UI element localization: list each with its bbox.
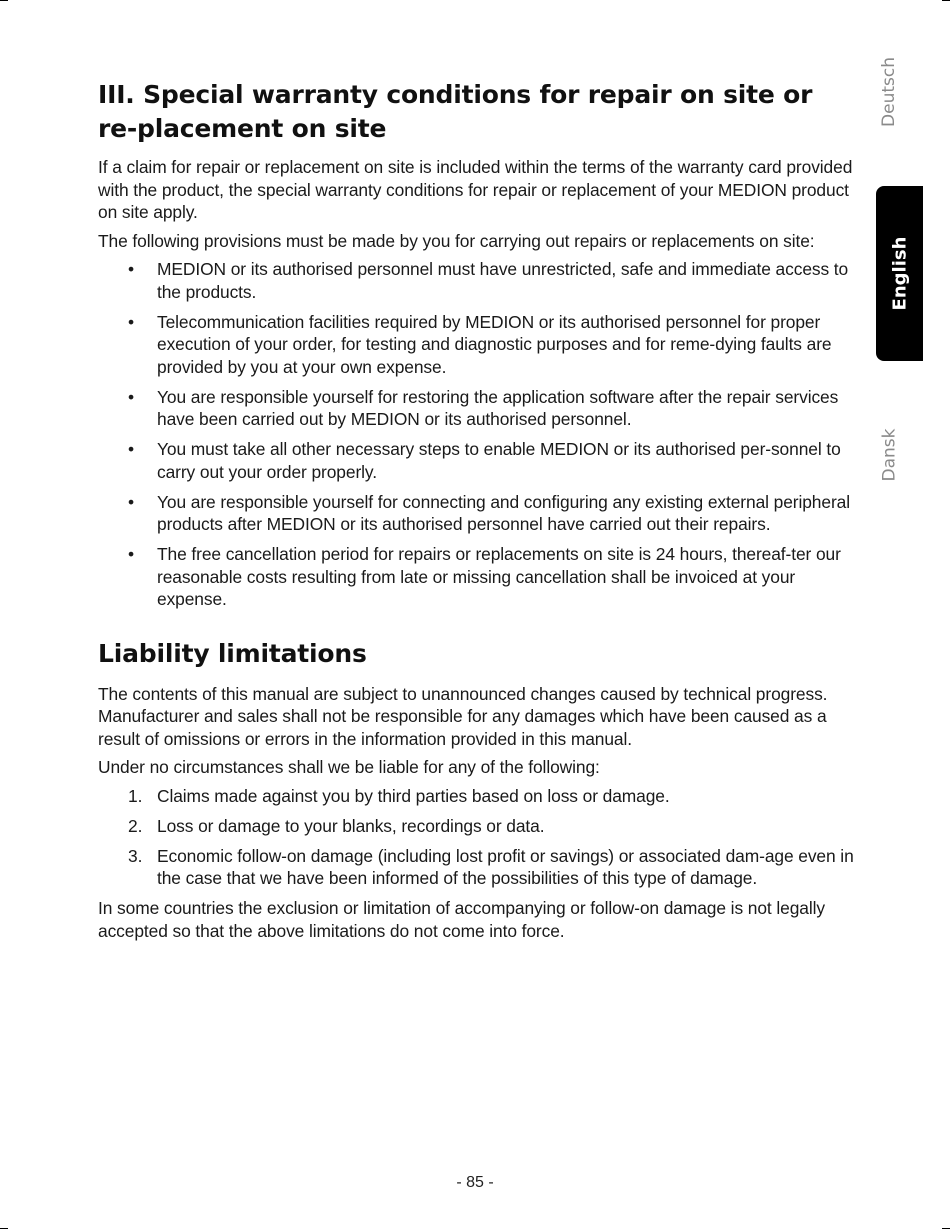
language-tab-label: English (889, 236, 910, 311)
list-item (98, 785, 854, 808)
bullet-marker: • (128, 439, 134, 459)
paragraph: The contents of this manual are subject to unannounced changes caused by technical progress. Manufacturer and sales shall not be responsible for any damages which have been caused as a result of omissions or errors in the information provided in this manual. (98, 683, 828, 749)
bullet-marker: • (128, 544, 134, 564)
list-item-text: You must take all other necessary steps to enable MEDION or its authorised per-sonnel to carry out your order properly. (157, 439, 841, 482)
bullet-marker: • (128, 259, 134, 279)
bullet-marker: • (128, 491, 134, 512)
bullet-list (98, 258, 854, 611)
language-tab-label: Deutsch (879, 57, 899, 127)
list-item-text: Claims made against you by third parties based on loss or damage. (157, 785, 670, 806)
list-item (98, 845, 854, 890)
list-item-text: The free cancellation period for repairs or replacements on site is 24 hours, thereaf-ter our reasonable costs resulting from late or missing cancellation shall be invoiced at your expense. (157, 544, 841, 609)
list-item-text: Loss or damage to your blanks, recordings or data. (157, 815, 545, 836)
list-item-text: You are responsible yourself for restoring the application software after the repair services have been carried out by MEDION or its authorised personnel. (157, 386, 839, 429)
list-item (98, 386, 854, 431)
page-content (98, 78, 854, 948)
crop-mark (0, 0, 8, 1)
section-heading-warranty: III. Special warranty conditions for repair on site or re-placement on site (98, 80, 813, 143)
bullet-marker: • (128, 311, 134, 332)
list-item-text: You are responsible yourself for connecting and configuring any existing external peripheral products after MEDION or its authorised personnel have carried out their repairs. (157, 491, 850, 534)
section-heading-liability: Liability limitations (98, 638, 367, 668)
paragraph: In some countries the exclusion or limitation of accompanying or follow-on damage is not legally accepted so that the above limitations do not come into force. (98, 898, 825, 941)
list-number: 1. (128, 785, 143, 806)
language-tab-label: Dansk (878, 428, 899, 482)
crop-mark (942, 0, 950, 1)
list-item-text: Telecommunication facilities required by MEDION or its authorised personnel for proper execution of your order, for testing and diagnostic purposes and for reme-dying faults are provided by you at your own expense. (157, 311, 832, 377)
list-number: 2. (128, 815, 143, 836)
numbered-list (98, 785, 854, 890)
list-item (98, 815, 854, 838)
language-tab-english-active (876, 186, 923, 361)
list-item (98, 438, 854, 483)
page-number: - 85 - (456, 1174, 494, 1191)
list-item (98, 543, 854, 611)
language-tab-deutsch (862, 50, 916, 134)
language-tab-dansk (862, 420, 916, 490)
list-item-text: Economic follow-on damage (including lost profit or savings) or associated dam-age even in the case that we have been informed of the possibilities of this type of damage. (157, 845, 854, 888)
paragraph: If a claim for repair or replacement on site is included within the terms of the warranty card provided with the product, the special warranty conditions for repair or replacement of your MEDION product on site apply. (98, 157, 853, 222)
list-item (98, 258, 854, 303)
paragraph: The following provisions must be made by you for carrying out repairs or replacements on site: (98, 230, 815, 251)
list-item (98, 491, 854, 536)
list-number: 3. (128, 845, 143, 866)
paragraph: Under no circumstances shall we be liable for any of the following: (98, 757, 600, 777)
list-item (98, 311, 854, 379)
list-item-text: MEDION or its authorised personnel must have unrestricted, safe and immediate access to the products. (157, 259, 849, 302)
bullet-marker: • (128, 386, 134, 407)
